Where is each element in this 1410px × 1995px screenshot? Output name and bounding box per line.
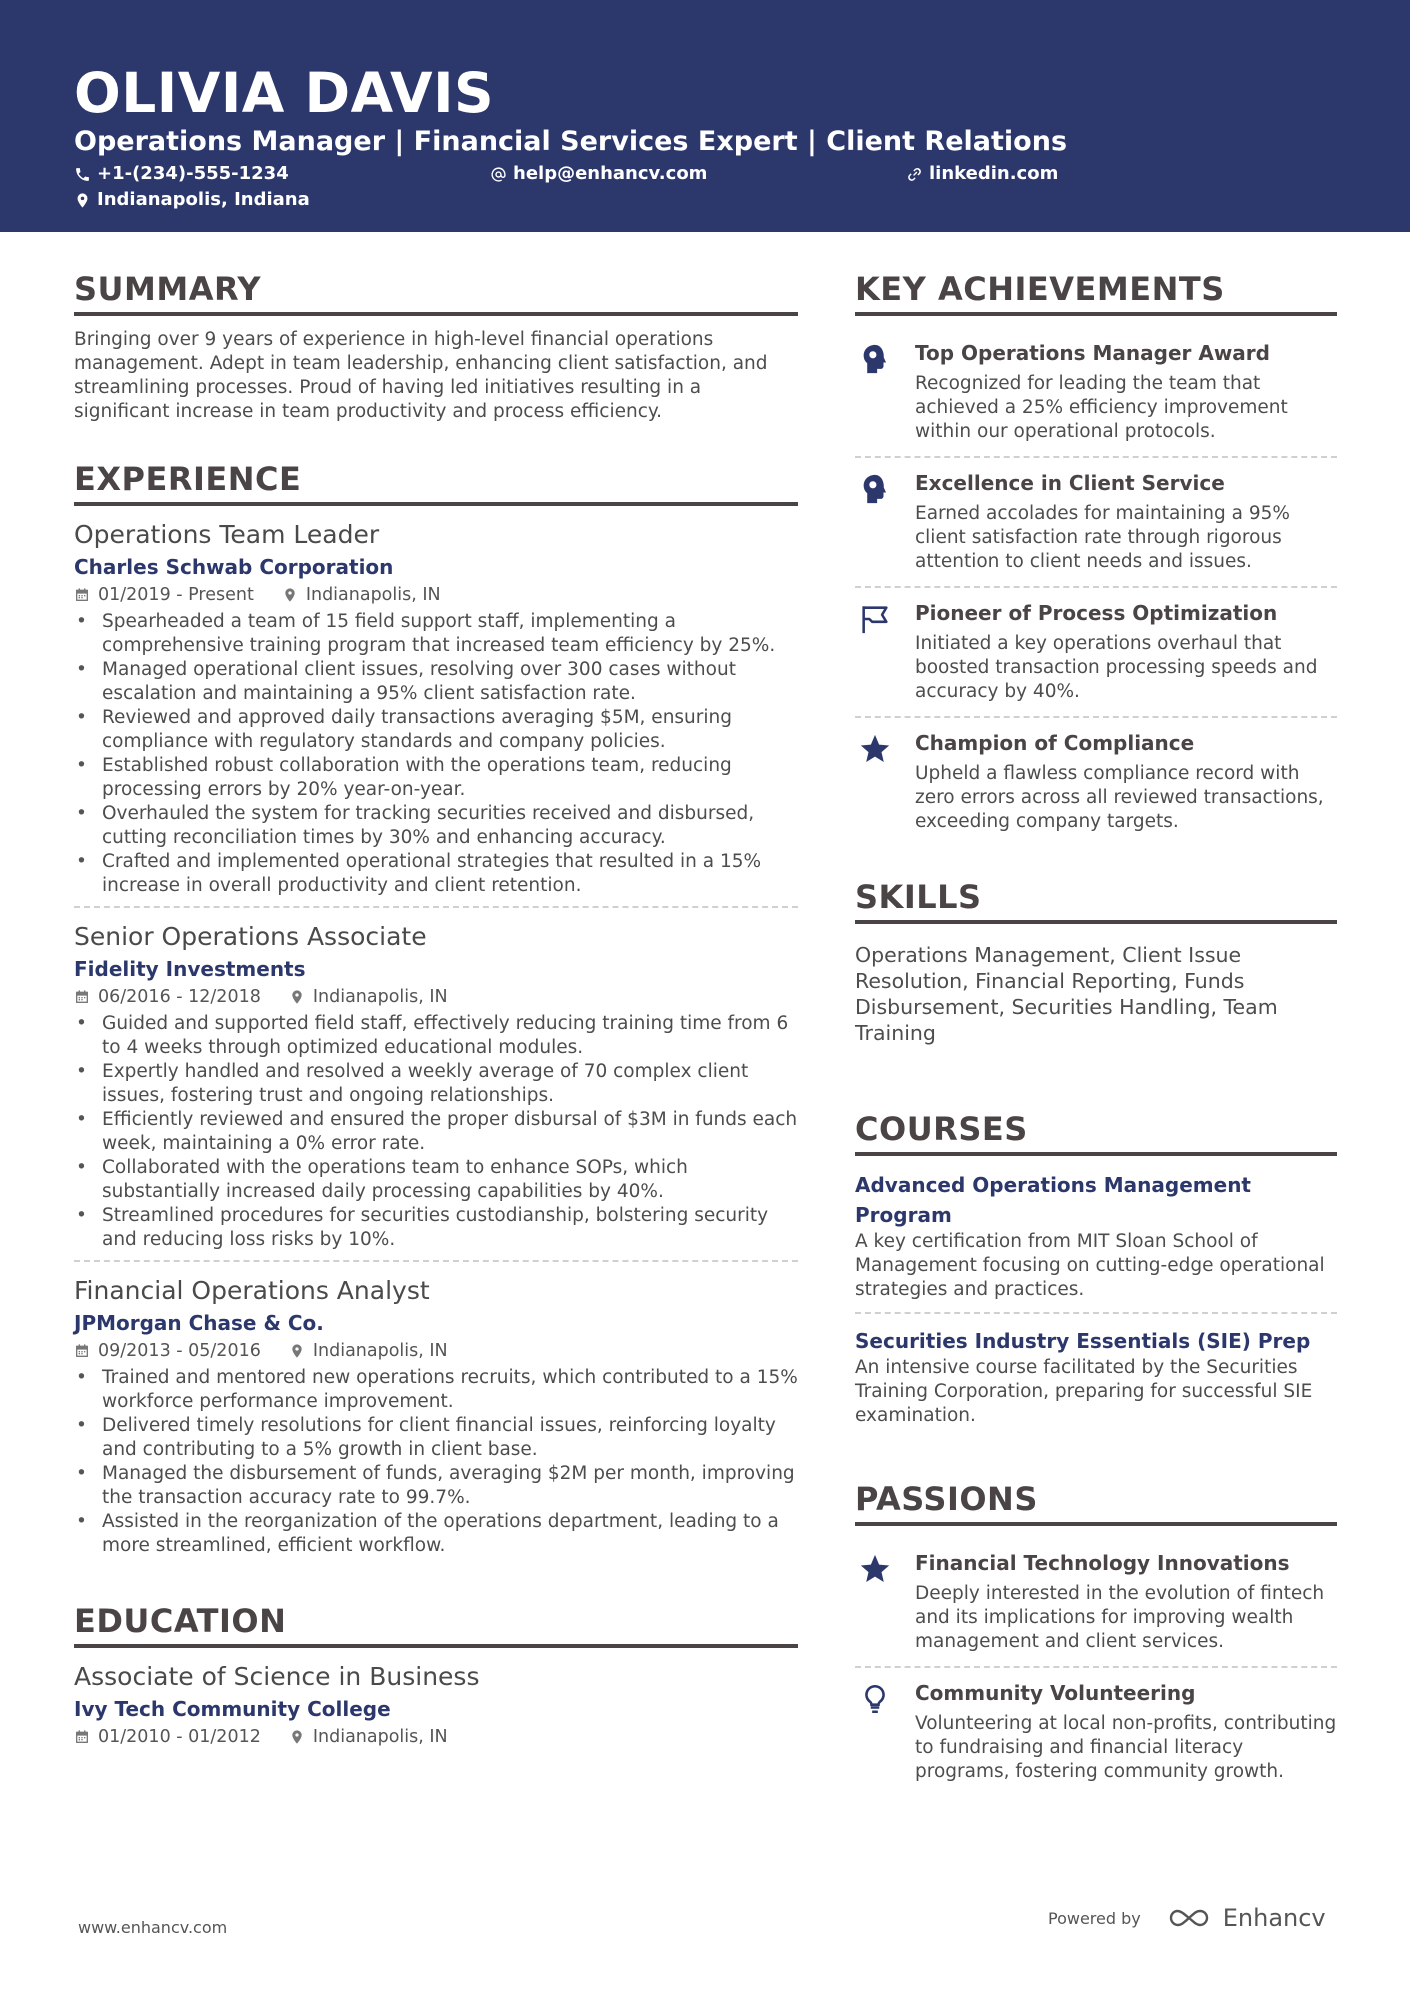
achievement-item [855,718,1337,846]
email-text: help@enhancv.com [513,163,708,184]
right-column [855,268,1337,1796]
achievements-section [855,268,1337,846]
job-bullet: • Reviewed and approved daily transactions averaging $5M, ensuring compliance with regulatory standards and company policies. [74,706,798,754]
calendar-icon [74,1343,90,1359]
flag-icon [858,602,892,636]
calendar-icon [74,587,90,603]
section-title-experience: EXPERIENCE [74,458,798,506]
location-pin-icon [289,989,305,1005]
passion-item [855,1538,1337,1668]
achievement-item [855,328,1337,458]
company-name: Charles Schwab Corporation [74,555,394,579]
footer-website[interactable]: www.enhancv.com [78,1918,228,1937]
course-item [855,1324,1337,1438]
candidate-name: OLIVIA DAVIS [74,61,495,125]
job-bullets [74,1012,798,1252]
website-text: linkedin.com [929,163,1059,184]
job-bullet: • Spearheaded a team of 15 field support staff, implementing a comprehensive training program that increased team efficiency by 25%. [74,610,798,658]
contact-phone[interactable] [74,162,289,186]
contact-email[interactable] [490,162,707,186]
skills-section [855,876,1337,1046]
job-meta [74,582,798,608]
location-pin-icon [289,1729,305,1745]
passion-desc: Deeply interested in the evolution of fintech and its implications for improving wealth management and client services. [915,1583,1325,1652]
footer-branding[interactable] [1048,1904,1326,1932]
section-title-passions: PASSIONS [855,1478,1337,1526]
achievement-desc: Recognized for leading the team that achieved a 25% efficiency improvement within our operational protocols. [915,373,1288,442]
passions-section [855,1478,1337,1796]
passion-desc: Volunteering at local non-profits, contributing to fundraising and financial literacy programs, fostering community growth. [915,1713,1337,1782]
job-entry [74,920,798,1262]
achievement-title: Top Operations Manager Award [915,341,1270,365]
job-dates: 06/2016 - 12/2018 [98,987,261,1007]
course-item [855,1168,1337,1314]
resume-header [0,0,1410,232]
job-entry [74,1274,798,1566]
contact-location [74,188,310,212]
job-bullet: • Expertly handled and resolved a weekly average of 70 complex client issues, fostering trust and ongoing relationships. [74,1060,798,1108]
job-bullet: • Overhauled the system for tracking securities received and disbursed, cutting reconciliation times by 30% and enhancing accuracy. [74,802,798,850]
company-name: Fidelity Investments [74,957,306,981]
section-title-key-achievements: KEY ACHIEVEMENTS [855,268,1337,316]
experience-section [74,458,798,1566]
job-entry [74,518,798,908]
education-dates: 01/2010 - 01/2012 [98,1727,261,1747]
job-bullet: • Guided and supported field staff, effectively reducing training time from 6 to 4 weeks through optimized educational modules. [74,1012,798,1060]
location-pin-icon [74,192,91,209]
job-title: Financial Operations Analyst [74,1276,430,1305]
job-location: Indianapolis, IN [312,987,448,1007]
phone-text: +1-(234)-555-1234 [97,163,289,184]
head-icon [858,342,892,376]
head-icon [858,472,892,506]
star-icon [858,732,892,766]
courses-section [855,1108,1337,1438]
course-desc: An intensive course facilitated by the Securities Training Corporation, preparing for successful SIE examination. [855,1357,1313,1426]
achievement-title: Champion of Compliance [915,731,1195,755]
job-location: Indianapolis, IN [305,585,441,605]
job-bullets [74,610,798,898]
calendar-icon [74,1729,90,1745]
summary-section [74,268,798,424]
job-bullet: • Managed operational client issues, resolving over 300 cases without escalation and maintaining a 95% client satisfaction rate. [74,658,798,706]
course-title: Advanced Operations Management Program [855,1173,1251,1227]
job-dates: 01/2019 - Present [98,585,254,605]
achievement-title: Pioneer of Process Optimization [915,601,1278,625]
passion-title: Financial Technology Innovations [915,1551,1290,1575]
achievement-desc: Upheld a flawless compliance record with zero errors across all reviewed transactions, exceeding company targets. [915,763,1324,832]
job-bullet: • Trained and mentored new operations recruits, which contributed to a 15% workforce performance improvement. [74,1366,798,1414]
passion-item [855,1668,1337,1796]
job-bullet: • Crafted and implemented operational strategies that resulted in a 15% increase in overall productivity and client retention. [74,850,798,898]
job-bullet: • Managed the disbursement of funds, averaging $2M per month, improving the transaction accuracy rate to 99.7%. [74,1462,798,1510]
education-section [74,1600,798,1750]
brand-logo [1165,1904,1326,1932]
job-location: Indianapolis, IN [312,1341,448,1361]
job-meta [74,1338,798,1364]
job-bullet: • Collaborated with the operations team to enhance SOPs, which substantially increased daily processing capabilities by 40%. [74,1156,798,1204]
job-bullet: • Assisted in the reorganization of the operations department, leading to a more streamlined, efficient workflow. [74,1510,798,1558]
achievement-title: Excellence in Client Service [915,471,1225,495]
education-meta [74,1724,798,1750]
job-bullet: • Streamlined procedures for securities custodianship, bolstering security and reducing loss risks by 10%. [74,1204,798,1252]
job-bullets [74,1366,798,1558]
job-meta [74,984,798,1010]
degree-title: Associate of Science in Business [74,1662,480,1691]
job-dates: 09/2013 - 05/2016 [98,1341,261,1361]
course-desc: A key certification from MIT Sloan School of Management focusing on cutting-edge operational strategies and practices. [855,1231,1325,1300]
achievement-item [855,458,1337,588]
summary-text: Bringing over 9 years of experience in high-level financial operations management. Adept in team leadership, enhancing client satisfaction, and streamlining processes. Proud of having led initiatives resulting in a significant increase in team productivity and process efficiency. [74,329,768,422]
company-name: JPMorgan Chase & Co. [74,1311,324,1335]
brand-name: Enhancv [1222,1904,1326,1932]
powered-by-text: Powered by [1048,1908,1141,1928]
enhancv-logo-icon [1165,1905,1213,1931]
job-title: Senior Operations Associate [74,922,427,951]
education-location: Indianapolis, IN [312,1727,448,1747]
job-title: Operations Team Leader [74,520,380,549]
achievement-desc: Earned accolades for maintaining a 95% client satisfaction rate through rigorous attention to client needs and issues. [915,503,1290,572]
section-title-education: EDUCATION [74,1600,798,1648]
calendar-icon [74,989,90,1005]
section-title-summary: SUMMARY [74,268,798,316]
section-title-courses: COURSES [855,1108,1337,1156]
skills-text: Operations Management, Client Issue Resolution, Financial Reporting, Funds Disbursement, Securities Handling, Team Training [855,943,1278,1045]
left-column [74,268,798,1752]
course-title: Securities Industry Essentials (SIE) Prep [855,1329,1311,1353]
location-text: Indianapolis, Indiana [97,189,310,210]
school-name: Ivy Tech Community College [74,1697,391,1721]
achievement-item [855,588,1337,718]
star-icon [858,1552,892,1586]
achievement-desc: Initiated a key operations overhaul that boosted transaction processing speeds and accuracy by 40%. [915,633,1318,702]
job-bullet: • Established robust collaboration with the operations team, reducing processing errors by 20% year-on-year. [74,754,798,802]
location-pin-icon [282,587,298,603]
section-title-skills: SKILLS [855,876,1337,924]
job-bullet: • Efficiently reviewed and ensured the proper disbursal of $3M in funds each week, maintaining a 0% error rate. [74,1108,798,1156]
location-pin-icon [289,1343,305,1359]
phone-icon [74,166,91,183]
at-icon [490,166,507,183]
passion-title: Community Volunteering [915,1681,1196,1705]
link-icon [906,166,923,183]
candidate-title: Operations Manager | Financial Services Expert | Client Relations [74,126,1068,157]
job-bullet: • Delivered timely resolutions for client financial issues, reinforcing loyalty and contributing to a 5% growth in client base. [74,1414,798,1462]
lightbulb-icon [858,1682,892,1716]
contact-website[interactable] [906,162,1058,186]
